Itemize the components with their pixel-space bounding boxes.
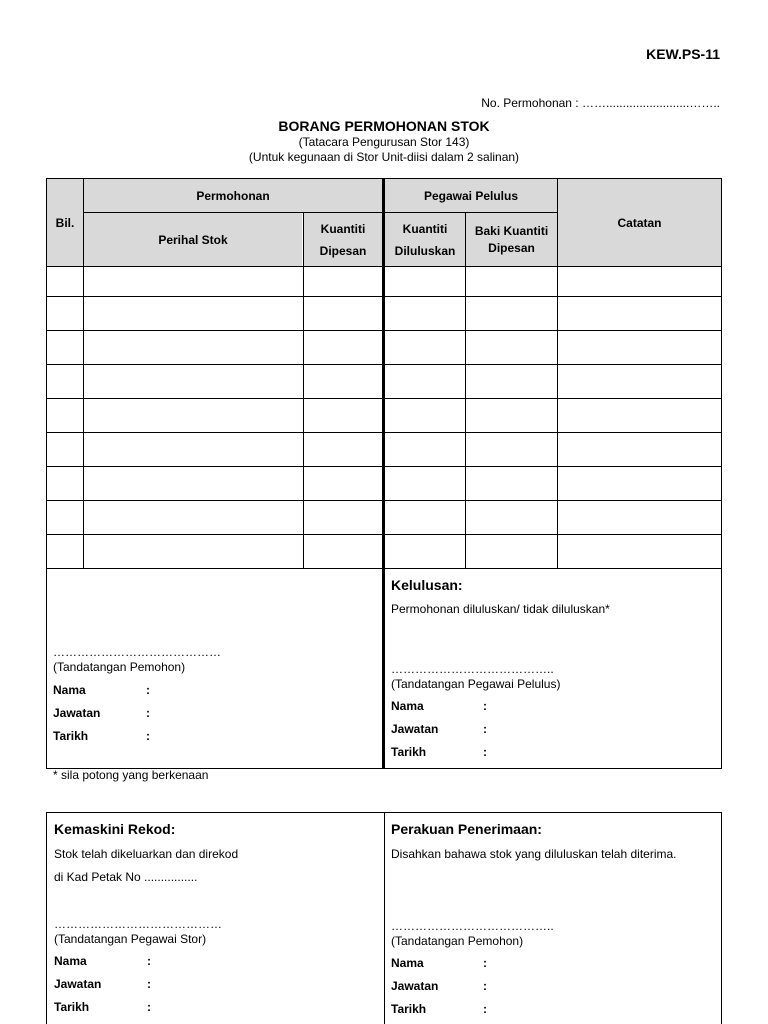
approver-position-label: Jawatan bbox=[391, 722, 439, 736]
table-body-entry-area[interactable] bbox=[84, 267, 303, 538]
table-border-left bbox=[46, 178, 47, 569]
approver-name-colon: : bbox=[483, 699, 487, 713]
receiver-name-colon: : bbox=[483, 956, 487, 970]
applicant-position-colon: : bbox=[146, 706, 150, 720]
applicant-name-label: Nama bbox=[53, 683, 86, 697]
approver-date-label: Tarikh bbox=[391, 745, 427, 759]
table-col-line bbox=[557, 178, 558, 569]
form-title: BORANG PERMOHONAN STOK bbox=[278, 118, 490, 134]
table-border-right bbox=[721, 178, 722, 569]
applicant-date-label: Tarikh bbox=[53, 729, 89, 743]
receiver-signature-caption: (Tandatangan Pemohon) bbox=[391, 934, 524, 948]
receiver-date-label: Tarikh bbox=[391, 1002, 427, 1016]
receiver-signature-line[interactable]: ………………………………….. bbox=[391, 919, 554, 933]
approver-name-label: Nama bbox=[391, 699, 424, 713]
store-officer-name-label: Nama bbox=[54, 954, 87, 968]
form-code: KEW.PS-11 bbox=[646, 46, 720, 62]
record-update-line1: Stok telah dikeluarkan dan direkod bbox=[54, 847, 239, 861]
header-catatan: Catatan bbox=[558, 179, 721, 266]
store-officer-date-colon: : bbox=[147, 1000, 151, 1014]
receiver-position-label: Jawatan bbox=[391, 979, 439, 993]
header-pegawai-pelulus: Pegawai Pelulus bbox=[385, 179, 557, 212]
receiver-date-colon: : bbox=[483, 1002, 487, 1016]
table-col-line bbox=[303, 212, 304, 569]
store-officer-position-label: Jawatan bbox=[54, 977, 102, 991]
store-officer-signature-caption: (Tandatangan Pegawai Stor) bbox=[54, 932, 207, 946]
receipt-text: Disahkan bahawa stok yang diluluskan telah diterima. bbox=[391, 847, 677, 861]
approval-title: Kelulusan: bbox=[391, 577, 463, 593]
applicant-position-label: Jawatan bbox=[53, 706, 101, 720]
record-update-box bbox=[46, 812, 385, 1024]
header-bil: Bil. bbox=[47, 179, 83, 266]
approver-signature-line[interactable]: ………………………………….. bbox=[391, 662, 554, 676]
table-col-divider-thick bbox=[382, 178, 385, 569]
store-officer-date-label: Tarikh bbox=[54, 1000, 90, 1014]
approver-signature-caption: (Tandatangan Pegawai Pelulus) bbox=[391, 677, 561, 691]
applicant-signature-line[interactable]: …………………………………… bbox=[53, 645, 221, 659]
header-perihal-stok: Perihal Stok bbox=[84, 213, 302, 266]
approver-date-colon: : bbox=[483, 745, 487, 759]
store-officer-position-colon: : bbox=[147, 977, 151, 991]
application-number[interactable]: No. Permohonan : …….........................…….. bbox=[481, 96, 720, 110]
receipt-acknowledgement-box bbox=[384, 812, 722, 1024]
footnote: * sila potong yang berkenaan bbox=[53, 768, 209, 782]
form-subtitle-usage: (Untuk kegunaan di Stor Unit-diisi dalam 2 salinan) bbox=[248, 150, 520, 164]
receipt-title: Perakuan Penerimaan: bbox=[391, 821, 542, 837]
approver-position-colon: : bbox=[483, 722, 487, 736]
approval-status-text[interactable]: Permohonan diluluskan/ tidak diluluskan* bbox=[391, 602, 610, 616]
applicant-name-colon: : bbox=[146, 683, 150, 697]
form-subtitle-procedure: (Tatacara Pengurusan Stor 143) bbox=[298, 135, 470, 149]
signature-approval-section bbox=[46, 568, 722, 769]
table-header-divider bbox=[83, 212, 558, 213]
section-divider-thick bbox=[382, 568, 385, 769]
header-kuantiti-dipesan: Kuantiti Dipesan bbox=[304, 213, 382, 266]
record-update-title: Kemaskini Rekod: bbox=[54, 821, 176, 837]
header-baki-kuantiti: Baki Kuantiti Dipesan bbox=[466, 213, 557, 266]
stock-request-table bbox=[46, 178, 722, 569]
record-update-line2[interactable]: di Kad Petak No ................ bbox=[54, 870, 198, 884]
section-border-left bbox=[46, 568, 47, 769]
store-officer-name-colon: : bbox=[147, 954, 151, 968]
store-officer-signature-line[interactable]: …………………………………… bbox=[54, 917, 222, 931]
section-border-right bbox=[721, 568, 722, 769]
receiver-name-label: Nama bbox=[391, 956, 424, 970]
header-kuantiti-diluluskan: Kuantiti Diluluskan bbox=[385, 213, 465, 266]
table-col-line bbox=[465, 212, 466, 569]
applicant-date-colon: : bbox=[146, 729, 150, 743]
receiver-position-colon: : bbox=[483, 979, 487, 993]
header-permohonan: Permohonan bbox=[84, 179, 382, 212]
applicant-signature-caption: (Tandatangan Pemohon) bbox=[53, 660, 186, 674]
